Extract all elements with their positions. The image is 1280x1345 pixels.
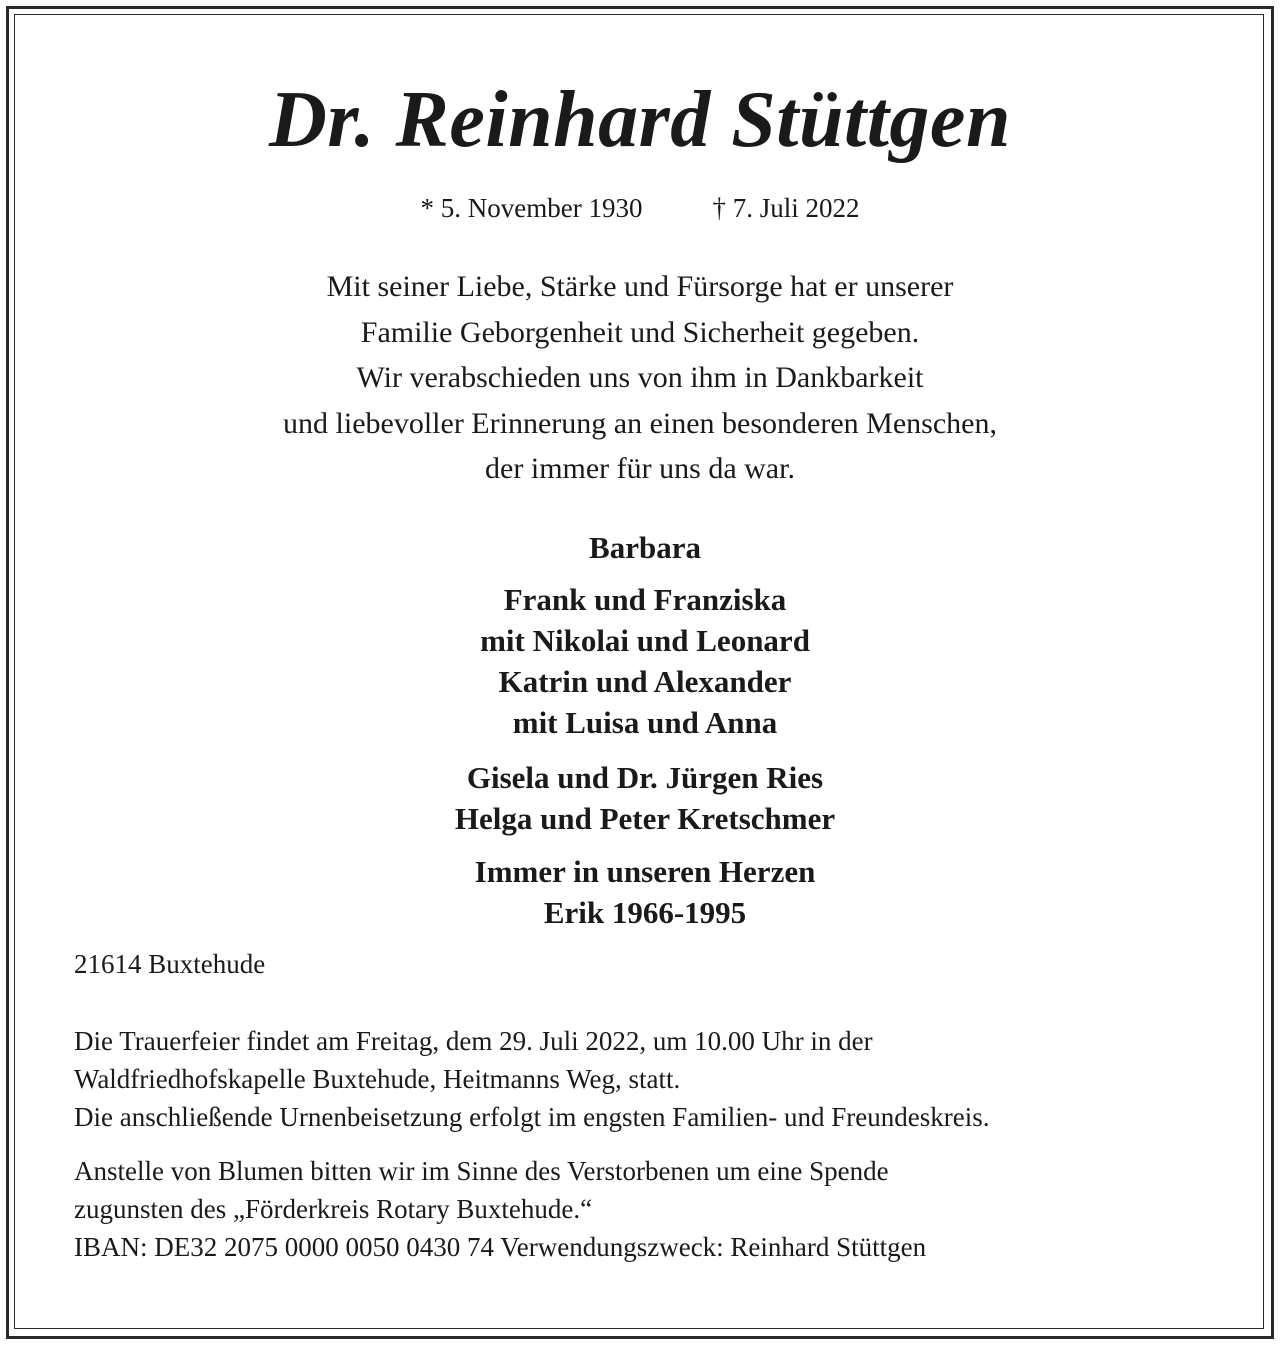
mourner-group-siblings — [0, 757, 1280, 839]
funeral-info — [74, 1022, 990, 1136]
memorial-line: und liebevoller Erinnerung an einen besonderen Menschen, — [283, 406, 997, 440]
memorial-line: Wir verabschieden uns von ihm in Dankbarkeit — [356, 361, 924, 394]
mourner-name: Frank und Franziska — [503, 582, 787, 617]
donation-line: Anstelle von Blumen bitten wir im Sinne des Verstorbenen um eine Spende — [74, 1156, 889, 1186]
in-memoriam — [0, 851, 1280, 933]
mourner-name: Gisela und Dr. Jürgen Ries — [466, 760, 824, 795]
memorial-text — [0, 264, 1280, 492]
donation-info — [74, 1152, 926, 1266]
mourner-name: Helga und Peter Kretschmer — [454, 801, 836, 836]
mourner-name: mit Nikolai und Leonard — [480, 623, 810, 658]
mourner-name: Katrin und Alexander — [498, 664, 792, 699]
funeral-line: Waldfriedhofskapelle Buxtehude, Heitmanns Weg, statt. — [74, 1064, 681, 1094]
mourner-group-children — [0, 579, 1280, 743]
in-memoriam-line: Immer in unseren Herzen — [474, 854, 816, 889]
funeral-line: Die Trauerfeier findet am Freitag, dem 29. Juli 2022, um 10.00 Uhr in der — [74, 1026, 873, 1056]
memorial-line: Mit seiner Liebe, Stärke und Fürsorge hat er unserer — [326, 270, 954, 303]
funeral-line: Die anschließende Urnenbeisetzung erfolgt im engsten Familien- und Freundeskreis. — [74, 1102, 990, 1132]
memorial-line: Familie Geborgenheit und Sicherheit gegeben. — [360, 315, 920, 349]
deceased-name: Dr. Reinhard Stüttgen — [269, 76, 1011, 164]
mourner-name: mit Luisa und Anna — [512, 705, 778, 740]
mourner-name: Barbara — [589, 530, 701, 565]
donation-line: zugunsten des „Förderkreis Rotary Buxtehude.“ — [74, 1194, 593, 1224]
place-of-residence: 21614 Buxtehude — [74, 949, 266, 979]
in-memoriam-line: Erik 1966-1995 — [543, 895, 747, 930]
life-dates — [0, 190, 1280, 226]
death-date: † 7. Juli 2022 — [712, 193, 860, 223]
iban-line: IBAN: DE32 2075 0000 0050 0430 74 Verwendungszweck: Reinhard Stüttgen — [74, 1232, 927, 1262]
memorial-line: der immer für uns da war. — [485, 452, 795, 485]
birth-date: * 5. November 1930 — [420, 193, 643, 223]
mourner-group-widow — [0, 527, 1280, 568]
